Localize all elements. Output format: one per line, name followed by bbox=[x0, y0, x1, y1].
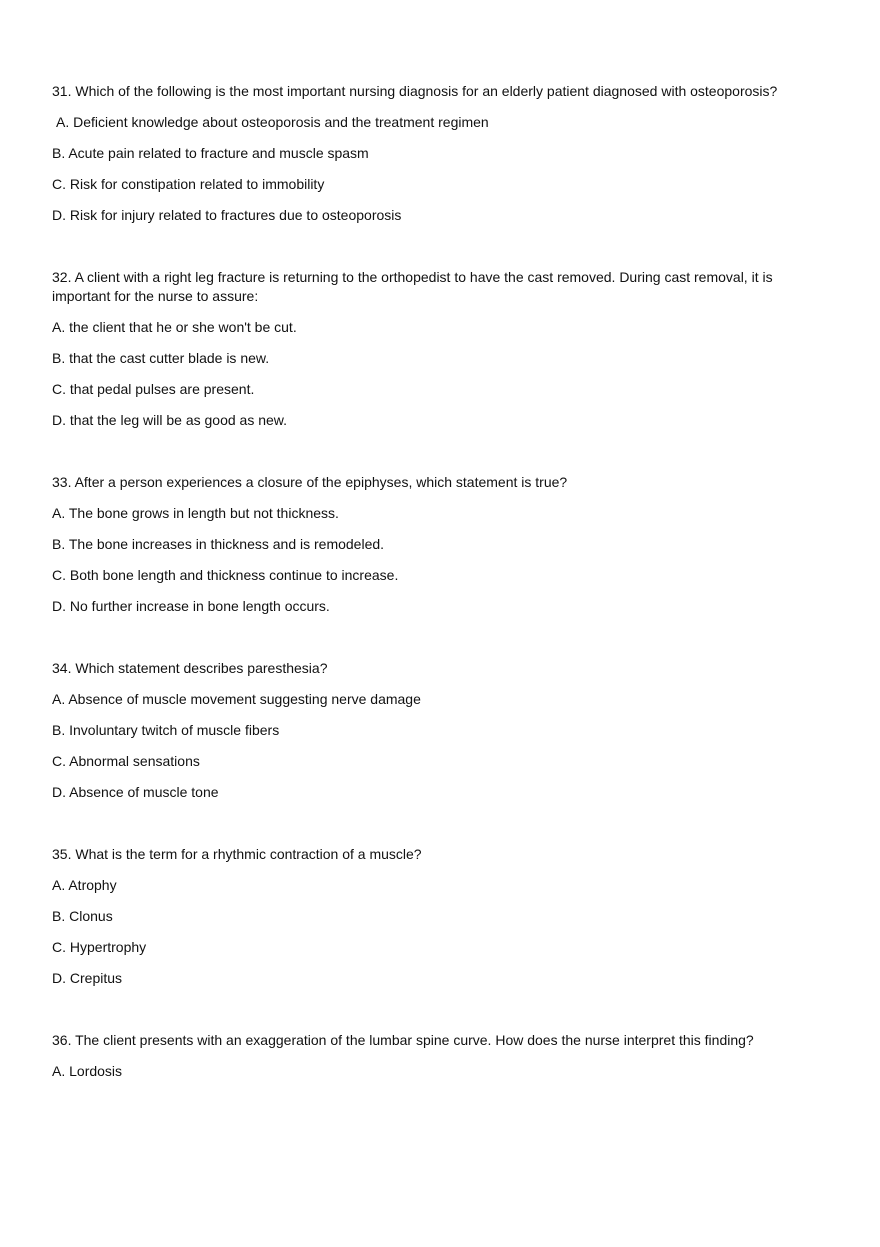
option-a: A. Atrophy bbox=[52, 877, 117, 893]
option-c: C. Risk for constipation related to immobility bbox=[52, 176, 325, 192]
question-33 bbox=[52, 473, 822, 616]
question-text: 32. A client with a right leg fracture is returning to the orthopedist to have the cast removed. During cast removal, it is important for the nurse to assure: bbox=[52, 269, 773, 304]
spacer bbox=[52, 237, 822, 268]
option-c: C. that pedal pulses are present. bbox=[52, 381, 255, 397]
question-32 bbox=[52, 268, 822, 430]
option-b: B. Clonus bbox=[52, 908, 113, 924]
document-page bbox=[52, 82, 822, 1093]
option-b: B. The bone increases in thickness and is remodeled. bbox=[52, 536, 385, 552]
option-b: B. Involuntary twitch of muscle fibers bbox=[52, 722, 280, 738]
option-a: A. Absence of muscle movement suggesting nerve damage bbox=[52, 691, 421, 707]
question-text: 34. Which statement describes paresthesia? bbox=[52, 660, 328, 676]
option-a: A. Lordosis bbox=[52, 1063, 123, 1079]
spacer bbox=[52, 814, 822, 845]
option-b: B. Acute pain related to fracture and muscle spasm bbox=[52, 145, 369, 161]
question-31 bbox=[52, 82, 822, 225]
option-a: A. the client that he or she won't be cut. bbox=[52, 319, 297, 335]
option-a: A. Deficient knowledge about osteoporosis and the treatment regimen bbox=[56, 114, 489, 130]
option-c: C. Both bone length and thickness continue to increase. bbox=[52, 567, 399, 583]
question-35 bbox=[52, 845, 822, 988]
question-text: 35. What is the term for a rhythmic contraction of a muscle? bbox=[52, 846, 422, 862]
spacer bbox=[52, 1000, 822, 1031]
option-c: C. Hypertrophy bbox=[52, 939, 147, 955]
option-a: A. The bone grows in length but not thickness. bbox=[52, 505, 339, 521]
option-c: C. Abnormal sensations bbox=[52, 753, 200, 769]
spacer bbox=[52, 628, 822, 659]
option-d: D. Risk for injury related to fractures due to osteoporosis bbox=[52, 207, 402, 223]
question-34 bbox=[52, 659, 822, 802]
option-d: D. No further increase in bone length occurs. bbox=[52, 598, 330, 614]
question-text: 33. After a person experiences a closure of the epiphyses, which statement is true? bbox=[52, 474, 568, 490]
option-d: D. Absence of muscle tone bbox=[52, 784, 219, 800]
question-36 bbox=[52, 1031, 822, 1081]
option-d: D. Crepitus bbox=[52, 970, 123, 986]
option-d: D. that the leg will be as good as new. bbox=[52, 412, 288, 428]
question-text: 36. The client presents with an exaggeration of the lumbar spine curve. How does the nurse interpret this finding? bbox=[52, 1032, 754, 1048]
question-text: 31. Which of the following is the most important nursing diagnosis for an elderly patient diagnosed with osteoporosis? bbox=[52, 83, 778, 99]
option-b: B. that the cast cutter blade is new. bbox=[52, 350, 270, 366]
spacer bbox=[52, 442, 822, 473]
